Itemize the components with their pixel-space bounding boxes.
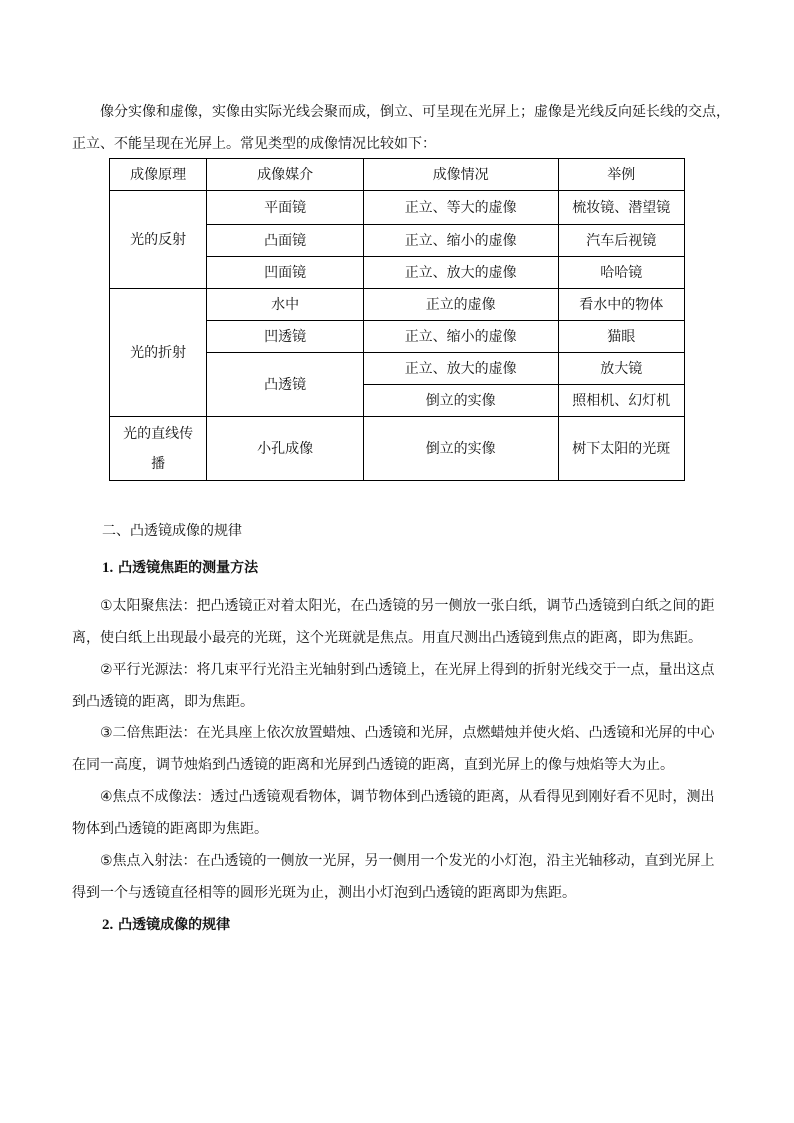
method-paragraph <box>72 717 732 781</box>
example-cell: 树下太阳的光斑 <box>558 417 684 481</box>
table-row <box>110 417 685 481</box>
image-cell: 正立、放大的虚像 <box>363 353 558 385</box>
subheading-2 <box>102 914 230 936</box>
principle-straight-line-2: 播 <box>151 455 166 472</box>
method-paragraph <box>72 654 732 718</box>
example-cell: 放大镜 <box>558 353 684 385</box>
method-line: 离，使白纸上出现最小最亮的光斑，这个光斑就是焦点。用直尺测出凸透镜到焦点的距离，即为焦距。 <box>72 630 702 646</box>
principle-straight-line <box>110 417 207 481</box>
subheading-2-number: 2. <box>102 917 114 933</box>
example-cell: 梳妆镜、潜望镜 <box>558 191 684 225</box>
example-cell: 照相机、幻灯机 <box>558 385 684 417</box>
medium-cell: 凸面镜 <box>207 225 364 257</box>
method-line: ④焦点不成像法：透过凸透镜观看物体，调节物体到凸透镜的距离，从看得见到刚好看不见时，测出 <box>100 789 715 805</box>
table-header-row <box>110 159 685 191</box>
image-cell: 倒立的实像 <box>363 417 558 481</box>
method-paragraph <box>72 781 732 845</box>
principle-straight-line-1: 光的直线传 <box>123 425 194 442</box>
method-line: 在同一高度，调节烛焰到凸透镜的距离和光屏到凸透镜的距离，直到光屏上的像与烛焰等大为止。 <box>72 757 674 773</box>
header-example: 举例 <box>558 159 684 191</box>
method-line: ①太阳聚焦法：把凸透镜正对着太阳光，在凸透镜的另一侧放一张白纸，调节凸透镜到白纸之间的距 <box>100 598 715 614</box>
method-line: 物体到凸透镜的距离即为焦距。 <box>72 821 268 837</box>
imaging-comparison-table <box>109 158 685 481</box>
subheading-1-number: 1. <box>102 560 114 576</box>
method-paragraph <box>72 590 732 654</box>
medium-cell: 小孔成像 <box>207 417 364 481</box>
image-cell: 正立、缩小的虚像 <box>363 225 558 257</box>
intro-line-2: 正立、不能呈现在光屏上。常见类型的成像情况比较如下： <box>72 136 436 152</box>
method-paragraph <box>72 845 732 909</box>
method-line: 得到一个与透镜直径相等的圆形光斑为止，测出小灯泡到凸透镜的距离即为焦距。 <box>72 885 576 901</box>
section-2-title: 二、凸透镜成像的规律 <box>102 523 242 539</box>
table-row <box>110 191 685 225</box>
image-cell: 正立、放大的虚像 <box>363 257 558 289</box>
table-row <box>110 289 685 321</box>
header-principle: 成像原理 <box>110 159 207 191</box>
example-cell: 汽车后视镜 <box>558 225 684 257</box>
image-cell: 正立、等大的虚像 <box>363 191 558 225</box>
example-cell: 哈哈镜 <box>558 257 684 289</box>
medium-cell: 水中 <box>207 289 364 321</box>
image-cell: 正立的虚像 <box>363 289 558 321</box>
principle-refraction: 光的折射 <box>110 289 207 417</box>
principle-reflection: 光的反射 <box>110 191 207 289</box>
subheading-1 <box>102 557 258 579</box>
method-line: ③二倍焦距法：在光具座上依次放置蜡烛、凸透镜和光屏，点燃蜡烛并使火焰、凸透镜和光屏的中心 <box>100 725 715 741</box>
intro-paragraph <box>72 96 732 160</box>
medium-cell: 凸透镜 <box>207 353 364 417</box>
image-cell: 正立、缩小的虚像 <box>363 321 558 353</box>
example-cell: 看水中的物体 <box>558 289 684 321</box>
medium-cell: 凹透镜 <box>207 321 364 353</box>
subheading-2-title: 凸透镜成像的规律 <box>113 917 231 933</box>
image-cell: 倒立的实像 <box>363 385 558 417</box>
method-line: ⑤焦点入射法：在凸透镜的一侧放一光屏，另一侧用一个发光的小灯泡，沿主光轴移动，直到光屏上 <box>100 853 715 869</box>
intro-line-1: 像分实像和虚像，实像由实际光线会聚而成，倒立、可呈现在光屏上；虚像是光线反向延长线的交点， <box>100 104 730 120</box>
medium-cell: 凹面镜 <box>207 257 364 289</box>
header-image: 成像情况 <box>363 159 558 191</box>
subheading-1-title: 凸透镜焦距的测量方法 <box>113 560 259 576</box>
header-medium: 成像媒介 <box>207 159 364 191</box>
method-line: 到凸透镜的距离，即为焦距。 <box>72 694 254 710</box>
example-cell: 猫眼 <box>558 321 684 353</box>
method-line: ②平行光源法：将几束平行光沿主光轴射到凸透镜上，在光屏上得到的折射光线交于一点，量出这点 <box>100 662 715 678</box>
medium-cell: 平面镜 <box>207 191 364 225</box>
